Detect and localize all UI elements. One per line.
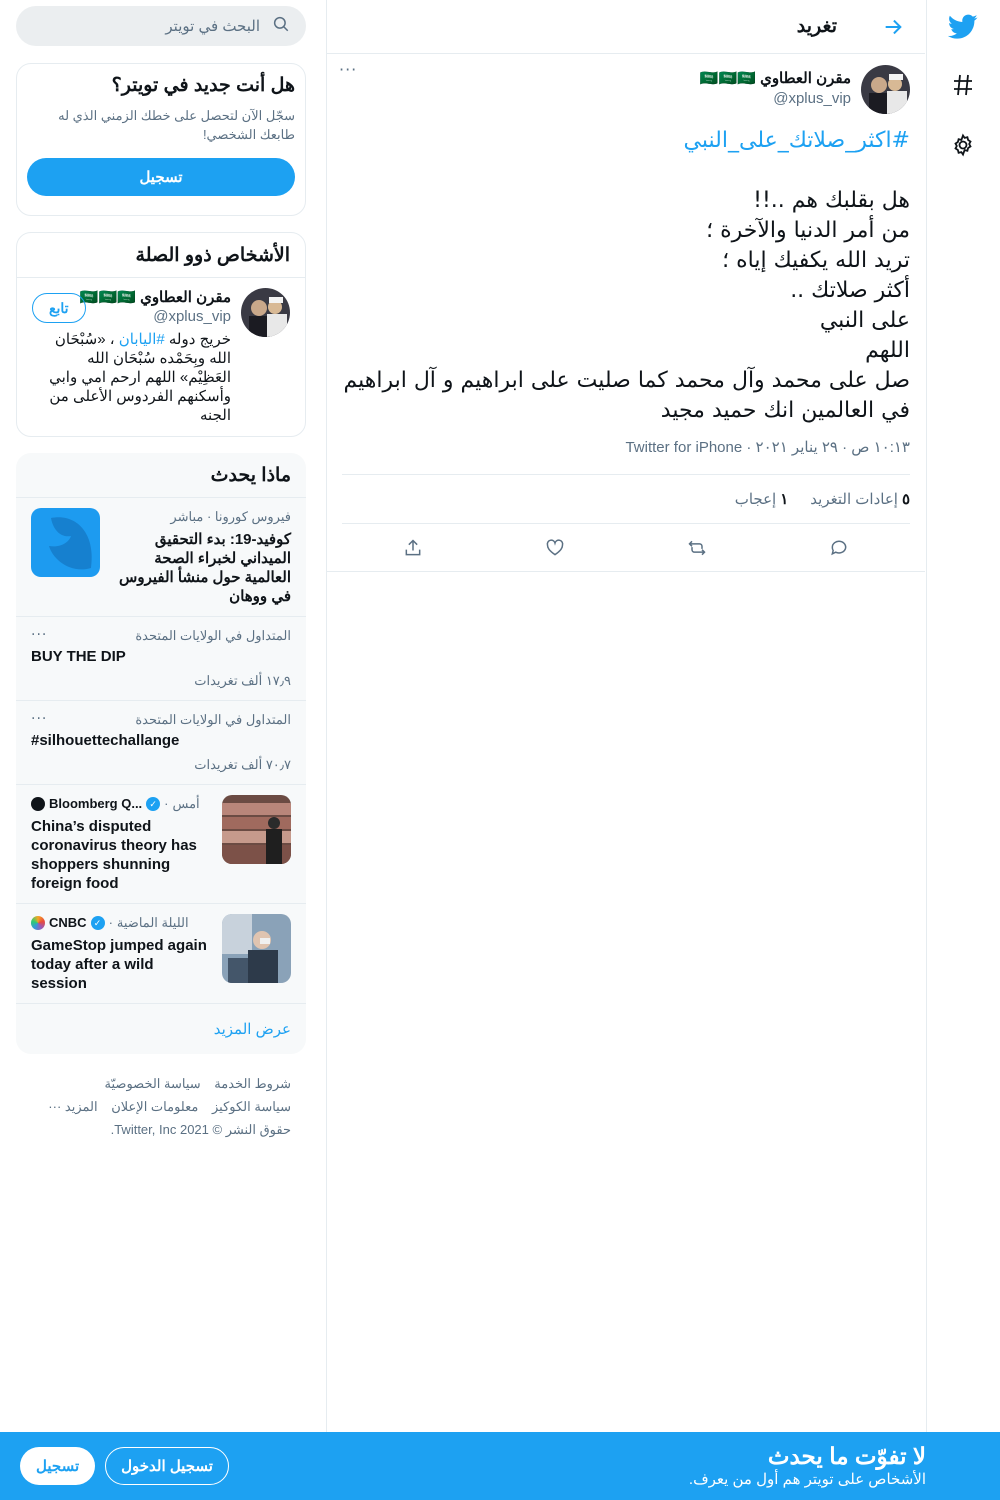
sidebar	[16, 6, 306, 1141]
retweet-icon[interactable]	[680, 531, 714, 565]
relevant-people-title: الأشخاص ذوو الصلة	[17, 233, 305, 278]
tweet-author[interactable]	[342, 64, 910, 114]
news-headline: China’s disputed coronavirus theory has shoppers shunning foreign food	[31, 818, 197, 892]
privacy-link[interactable]: سياسة الخصوصيّة	[104, 1076, 201, 1091]
banner-signup-button[interactable]: تسجيل	[20, 1447, 95, 1485]
tweet-body-text: هل بقلبك هم ..!! من أمر الدنيا والآخرة ؛ تريد الله يكفيك إياه ؛ أكثر صلاتك .. على النبي اللهم صل على محمد وآل محمد كما صليت على ابراهيم و آل ابراهيم في العالمين انك حميد مجيد	[343, 188, 910, 423]
main-column	[326, 0, 925, 1432]
trend-name: #silhouettechallange	[31, 732, 180, 749]
signup-banner	[0, 1432, 1000, 1500]
news-item[interactable]: CNBC ✓ · الليلة الماضية GameStop jumped again today after a wild session	[16, 904, 306, 1004]
news-source: CNBC	[49, 915, 87, 930]
person-bio: خريج دوله #اليابان ، «سُبْحَان الله وبِحَمْده سُبْحَان الله العَظِيْم» اللهم ارحم امي وابي وأسكنهم الفردوس الأعلى من الجنه	[49, 331, 231, 424]
share-icon[interactable]	[396, 531, 430, 565]
copyright: حقوق النشر © 2021 Twitter, Inc.	[110, 1122, 291, 1137]
news-time: الليلة الماضية	[116, 915, 189, 930]
reply-icon[interactable]	[822, 531, 856, 565]
trend-meta: المتداول في الولايات المتحدة	[135, 628, 291, 643]
more-link[interactable]: المزيد ···	[48, 1099, 98, 1114]
news-item[interactable]: Bloomberg Q... ✓ · أمس China’s disputed coronavirus theory has shoppers shunning foreign food	[16, 785, 306, 904]
terms-link[interactable]: شروط الخدمة	[214, 1076, 291, 1091]
retweets-stat[interactable]: ٥إعادات التغريد	[810, 491, 910, 508]
likes-stat[interactable]: ١إعجاب	[734, 491, 789, 508]
relevant-people-card	[16, 232, 306, 437]
tweet	[327, 54, 925, 572]
banner-title: لا تفوّت ما يحدث	[767, 1443, 926, 1469]
trend-item[interactable]	[16, 701, 306, 785]
trend-meta: المتداول في الولايات المتحدة	[135, 712, 291, 727]
page-title: تغريد	[796, 16, 837, 37]
new-card-title: هل أنت جديد في تويتر؟	[111, 75, 295, 96]
author-handle[interactable]: @xplus_vip	[773, 90, 851, 107]
login-button[interactable]: تسجيل الدخول	[105, 1447, 229, 1485]
person-handle[interactable]: @xplus_vip	[153, 308, 231, 325]
follow-button[interactable]: تابع	[32, 293, 86, 323]
tweet-hashtag[interactable]: #اكثر_صلاتك_على_النبي	[683, 128, 910, 153]
tweet-actions	[327, 524, 925, 572]
news-thumbnail	[222, 795, 291, 864]
ads-info-link[interactable]: معلومات الإعلان	[111, 1099, 199, 1114]
trend-item[interactable]	[16, 617, 306, 701]
more-options-icon[interactable]: ···	[31, 711, 48, 727]
author-name[interactable]: مقرن العطاوي 🇸🇦🇸🇦🇸🇦	[699, 70, 851, 87]
new-card-text: سجّل الآن لتحصل على خطك الزمني الذي له طابعك الشخصي!	[58, 108, 295, 142]
verified-icon: ✓	[91, 916, 105, 930]
gear-icon[interactable]	[944, 126, 982, 164]
cookies-link[interactable]: سياسة الكوكيز	[211, 1099, 291, 1114]
whats-happening-title: ماذا يحدث	[16, 453, 306, 498]
show-more-link[interactable]: عرض المزيد	[213, 1021, 291, 1038]
news-source: Bloomberg Q...	[49, 796, 143, 811]
more-options-icon[interactable]: ···	[339, 60, 358, 79]
nav-rail	[926, 0, 1000, 1432]
avatar[interactable]	[861, 65, 910, 114]
person-item[interactable]	[17, 278, 305, 435]
trend-meta: فيروس كورونا · مباشر	[170, 509, 291, 524]
cnbc-source-icon	[31, 916, 45, 930]
trend-item-covid[interactable]	[16, 498, 306, 617]
person-name[interactable]: مقرن العطاوي 🇸🇦🇸🇦🇸🇦	[79, 289, 231, 306]
trend-headline: كوفيد-19: بدء التحقيق الميداني لخبراء الصحة العالمية حول منشأ الفيروس في ووهان	[119, 531, 291, 605]
like-icon[interactable]	[538, 531, 572, 565]
news-time: أمس	[172, 796, 200, 811]
footer	[16, 1072, 306, 1141]
main-header	[327, 0, 925, 54]
trend-name: BUY THE DIP	[31, 648, 126, 665]
news-thumbnail	[222, 914, 291, 983]
back-arrow-icon[interactable]	[877, 11, 909, 43]
verified-icon: ✓	[146, 797, 160, 811]
trend-count: ١٧٫٩ ألف تغريدات	[194, 673, 291, 688]
search-box[interactable]	[16, 6, 306, 46]
twitter-logo-icon[interactable]	[944, 8, 982, 46]
tweet-timestamp[interactable]: ١٠:١٣ ص · ٢٩ يناير ٢٠٢١ · Twitter for iPhone	[625, 439, 910, 456]
hashtag-icon[interactable]	[944, 66, 982, 104]
search-input[interactable]	[32, 18, 260, 35]
tweet-text	[342, 126, 910, 426]
avatar[interactable]	[241, 288, 290, 337]
news-headline: GameStop jumped again today after a wild session	[31, 937, 207, 992]
new-to-twitter-card	[16, 63, 306, 216]
bloomberg-source-icon	[31, 797, 45, 811]
trend-count: ٧٠٫٧ ألف تغريدات	[194, 757, 291, 772]
tweet-stats	[342, 474, 910, 524]
signup-button[interactable]: تسجيل	[27, 158, 295, 196]
banner-subtitle: الأشخاص على تويتر هم أول من يعرف.	[688, 1471, 926, 1488]
more-options-icon[interactable]: ···	[31, 627, 48, 643]
search-icon	[272, 15, 290, 37]
trend-thumbnail	[31, 508, 100, 577]
whats-happening-card	[16, 453, 306, 1054]
bio-hashtag[interactable]: #اليابان	[118, 331, 165, 348]
